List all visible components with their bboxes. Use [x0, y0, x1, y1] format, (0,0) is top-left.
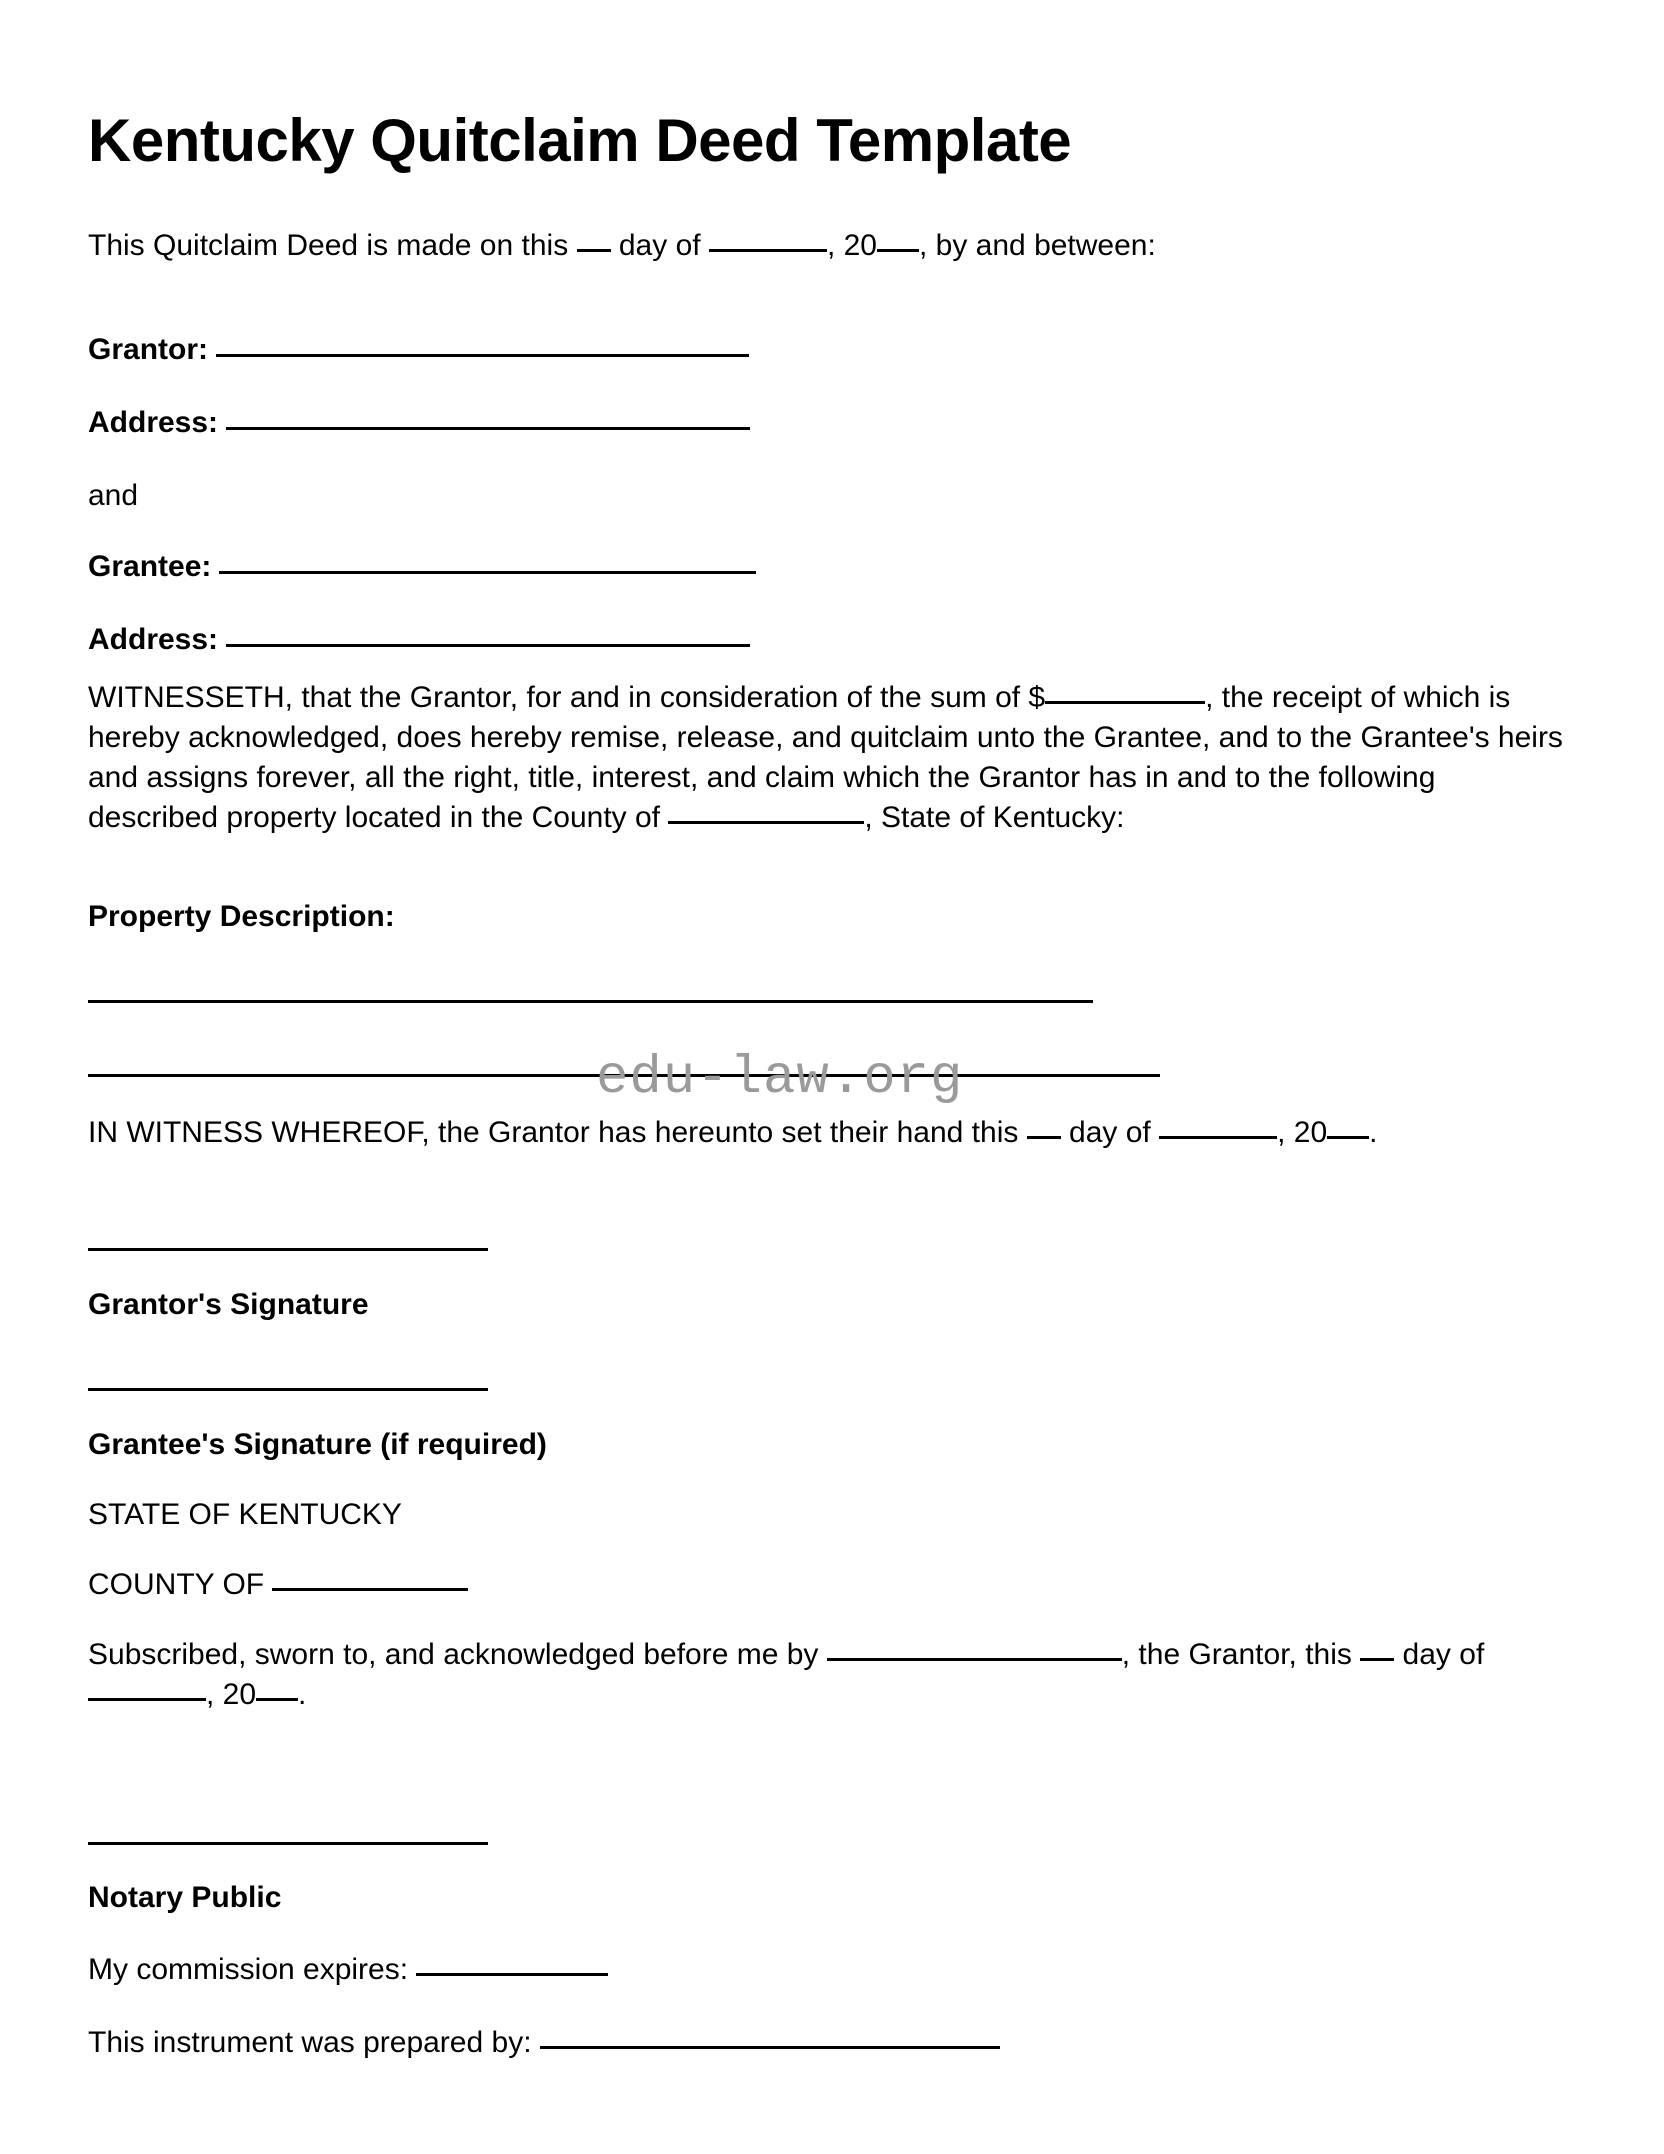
subscribed-text-seg5: .	[298, 1678, 307, 1711]
page-title: Kentucky Quitclaim Deed Template	[88, 107, 1072, 174]
grantee-address-input-line[interactable]	[226, 622, 750, 647]
commission-expires-blank[interactable]	[416, 1953, 608, 1976]
subscribed-text-seg1: Subscribed, sworn to, and acknowledged before me by	[88, 1638, 827, 1671]
prepared-by-blank[interactable]	[540, 2026, 1000, 2049]
grantor-signature-label: Grantor's Signature	[88, 1288, 369, 1321]
county-blank[interactable]	[668, 801, 864, 824]
property-description-line-2[interactable]	[88, 1074, 1160, 1077]
witnesseth-text-seg3: , State of Kentucky:	[864, 801, 1125, 834]
grantor-field-row	[88, 330, 749, 370]
prepared-by-label: This instrument was prepared by:	[88, 2026, 540, 2059]
intro-text-part1: This Quitclaim Deed is made on this	[88, 229, 577, 262]
intro-day-blank[interactable]	[577, 229, 611, 252]
grantee-input-line[interactable]	[219, 549, 756, 574]
subscribed-day-blank[interactable]	[1360, 1638, 1394, 1661]
witnesseth-text-seg2: , the receipt of which is hereby acknowledged, does hereby remise, release, and quitclaim unto the Grantee, and to the Grantee's heirs and assigns forever, all the right, title, interest, and claim which the Grantor has in and to the following described property located in the County of	[88, 681, 1563, 834]
grantee-label: Grantee:	[88, 550, 212, 583]
grantor-address-input-line[interactable]	[226, 405, 750, 430]
grantee-signature-line[interactable]	[88, 1388, 488, 1391]
grantor-label: Grantor:	[88, 333, 208, 366]
grantee-address-label: Address:	[88, 623, 219, 656]
county-of-label: COUNTY OF	[88, 1568, 273, 1601]
county-of-row	[88, 1565, 468, 1605]
in-witness-year-blank[interactable]	[1327, 1116, 1369, 1139]
notary-signature-line[interactable]	[88, 1842, 488, 1845]
grantor-address-field-row	[88, 403, 750, 443]
property-description-heading: Property Description:	[88, 900, 395, 933]
property-description-line-1[interactable]	[88, 1000, 1093, 1003]
subscribed-text-seg4: , 20	[206, 1678, 257, 1711]
subscribed-paragraph	[88, 1635, 1566, 1715]
commission-expires-row	[88, 1950, 608, 1990]
in-witness-text-seg2: day of	[1060, 1116, 1160, 1149]
intro-year-blank[interactable]	[877, 229, 919, 252]
in-witness-day-blank[interactable]	[1027, 1116, 1061, 1139]
grantee-signature-label: Grantee's Signature (if required)	[88, 1428, 547, 1461]
subscribed-year-blank[interactable]	[256, 1678, 298, 1701]
grantee-address-field-row	[88, 620, 750, 660]
in-witness-month-blank[interactable]	[1159, 1116, 1277, 1139]
intro-text-part4: , by and between:	[918, 229, 1156, 262]
in-witness-whereof-paragraph	[88, 1113, 1566, 1153]
state-line: STATE OF KENTUCKY	[88, 1498, 402, 1531]
grantor-address-label: Address:	[88, 406, 219, 439]
notary-county-blank[interactable]	[272, 1568, 468, 1591]
prepared-by-row	[88, 2023, 1000, 2063]
intro-text-part2: day of	[610, 229, 709, 262]
in-witness-text-seg1: IN WITNESS WHEREOF, the Grantor has hereunto set their hand this	[88, 1116, 1027, 1149]
watermark: edu-law.org	[596, 1048, 964, 1109]
and-separator: and	[88, 479, 139, 512]
consideration-amount-blank[interactable]	[1045, 681, 1205, 704]
in-witness-text-seg4: .	[1369, 1116, 1378, 1149]
in-witness-text-seg3: , 20	[1277, 1116, 1328, 1149]
grantor-signature-line[interactable]	[88, 1248, 488, 1251]
commission-expires-label: My commission expires:	[88, 1953, 417, 1986]
subscribed-text-seg3: day of	[1394, 1638, 1485, 1671]
grantee-field-row	[88, 547, 756, 587]
intro-text-part3: , 20	[826, 229, 877, 262]
subscribed-month-blank[interactable]	[88, 1678, 206, 1701]
grantor-input-line[interactable]	[216, 332, 749, 357]
witnesseth-paragraph	[88, 678, 1566, 838]
intro-line	[88, 226, 1156, 266]
intro-month-blank[interactable]	[709, 229, 827, 252]
witnesseth-text-seg1: WITNESSETH, that the Grantor, for and in consideration of the sum of $	[88, 681, 1046, 714]
subscribed-text-seg2: , the Grantor, this	[1121, 1638, 1361, 1671]
subscribed-grantor-name-blank[interactable]	[827, 1638, 1122, 1661]
notary-public-label: Notary Public	[88, 1881, 282, 1914]
